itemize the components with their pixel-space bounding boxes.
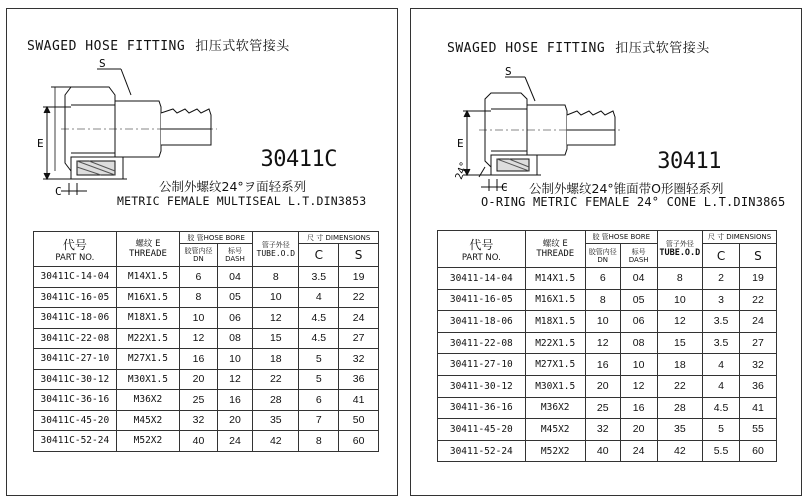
right-catalog-panel xyxy=(410,8,802,496)
table-row: 30411-16-05 M16X1.5 8 05 10 3 22 xyxy=(438,289,777,311)
left-label-c: C xyxy=(55,185,62,197)
table-row: 30411-14-04 M14X1.5 6 04 8 2 19 xyxy=(438,268,777,290)
right-col-dn: 胶管内径 DN xyxy=(585,244,620,268)
table-row: 30411-36-16 M36X2 25 16 28 4.5 41 xyxy=(438,397,777,419)
table-row: 30411-27-10 M27X1.5 16 10 18 4 32 xyxy=(438,354,777,376)
right-label-c: C xyxy=(501,181,508,194)
left-col-hose-bore: 胶 管HOSE BORE xyxy=(180,232,253,244)
right-col-c: C xyxy=(703,244,740,268)
right-fitting-drawing xyxy=(429,55,629,195)
right-col-hose-bore: 胶 管HOSE BORE xyxy=(585,231,657,244)
right-description-en: O-RING METRIC FEMALE 24° CONE L.T.DIN3865 xyxy=(481,195,786,209)
left-col-dash: 标号 DASH xyxy=(217,244,252,267)
left-fitting-drawing xyxy=(11,47,221,197)
right-spec-table xyxy=(437,230,777,462)
table-row: 30411C-16-05 M16X1.5 8 05 10 4 22 xyxy=(34,287,379,308)
left-col-dn: 胶管内径 DN xyxy=(180,244,218,267)
table-row: 30411-18-06 M18X1.5 10 06 12 3.5 24 xyxy=(438,311,777,333)
right-description-cn: 公制外螺纹24°锥面带O形圈轻系列 xyxy=(529,181,724,196)
left-col-dimensions: 尺 寸 DIMENSIONS xyxy=(299,232,379,244)
left-col-tube-od: 管子外径 TUBE.O.D xyxy=(253,232,299,267)
left-product-code: 30411C xyxy=(260,147,337,172)
table-row: 30411-30-12 M30X1.5 20 12 22 4 36 xyxy=(438,375,777,397)
right-label-e: E xyxy=(457,137,464,150)
left-col-c: C xyxy=(299,244,339,267)
table-row: 30411C-22-08 M22X1.5 12 08 15 4.5 27 xyxy=(34,328,379,349)
table-row: 30411C-36-16 M36X2 25 16 28 6 41 xyxy=(34,390,379,411)
left-col-part-no: 代号 PART NO. xyxy=(34,232,117,267)
table-row: 30411C-45-20 M45X2 32 20 35 7 50 xyxy=(34,410,379,431)
right-header-en: SWAGED HOSE FITTING xyxy=(447,41,606,56)
table-row: 30411C-27-10 M27X1.5 16 10 18 5 32 xyxy=(34,349,379,370)
right-col-dimensions: 尺 寸 DIMENSIONS xyxy=(703,231,777,244)
left-label-e: E xyxy=(37,137,44,150)
left-catalog-panel xyxy=(6,8,398,496)
table-row: 30411-45-20 M45X2 32 20 35 5 55 xyxy=(438,419,777,441)
left-label-s: S xyxy=(99,57,106,70)
table-row: 30411-52-24 M52X2 40 24 42 5.5 60 xyxy=(438,440,777,462)
left-header-en: SWAGED HOSE FITTING xyxy=(27,39,186,54)
right-header-cn: 扣压式软管接头 xyxy=(615,41,710,56)
right-col-dash: 标号 DASH xyxy=(620,244,657,268)
right-col-thread: 螺纹 E THREADE xyxy=(525,231,585,268)
table-row: 30411C-30-12 M30X1.5 20 12 22 5 36 xyxy=(34,369,379,390)
table-row: 30411C-14-04 M14X1.5 6 04 8 3.5 19 xyxy=(34,267,379,288)
right-col-tube-od: 管子外径 TUBE.O.D xyxy=(657,231,702,268)
right-label-s: S xyxy=(505,65,512,78)
table-row: 30411-22-08 M22X1.5 12 08 15 3.5 27 xyxy=(438,332,777,354)
left-col-thread: 螺纹 E THREADE xyxy=(116,232,179,267)
right-label-angle: 24° xyxy=(453,160,471,182)
left-header-cn: 扣压式软管接头 xyxy=(195,39,290,54)
left-description-en: METRIC FEMALE MULTISEAL L.T.DIN3853 xyxy=(117,194,367,208)
table-row: 30411C-18-06 M18X1.5 10 06 12 4.5 24 xyxy=(34,308,379,329)
table-row: 30411C-52-24 M52X2 40 24 42 8 60 xyxy=(34,431,379,452)
left-spec-table xyxy=(33,231,379,452)
right-col-s: S xyxy=(739,244,776,268)
right-header xyxy=(447,37,710,56)
left-col-s: S xyxy=(339,244,379,267)
left-description-cn: 公制外螺纹24°ヲ面轻系列 xyxy=(159,179,307,194)
right-product-code: 30411 xyxy=(657,149,721,174)
right-col-part-no: 代号 PART NO. xyxy=(438,231,526,268)
